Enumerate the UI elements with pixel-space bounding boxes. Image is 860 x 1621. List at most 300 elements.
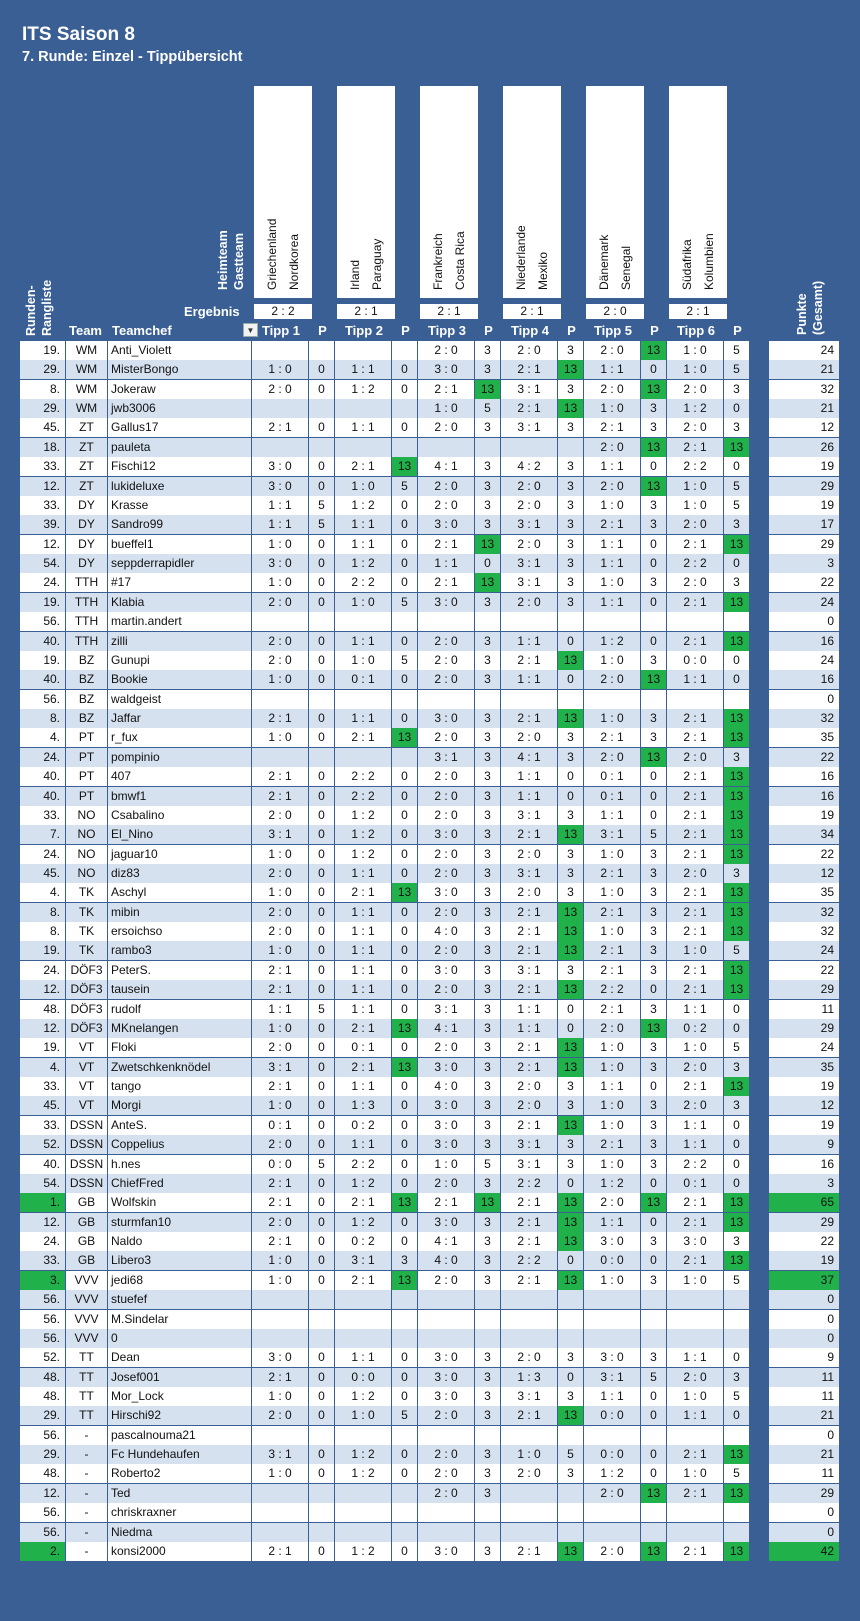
tipp-cell: 1 : 1 [501, 1000, 557, 1019]
points-column-header: P [484, 323, 493, 338]
points-cell: 3 [724, 380, 749, 399]
points-cell: 0 [392, 1387, 417, 1406]
team-cell: - [66, 1523, 107, 1542]
tipp-cell: 1 : 0 [252, 728, 308, 747]
tipp-cell: 0 : 1 [335, 670, 391, 689]
points-cell [392, 748, 417, 767]
tipp-cell: 3 : 1 [501, 1387, 557, 1406]
points-cell: 0 [392, 496, 417, 515]
points-cell: 0 [392, 535, 417, 554]
tipp-cell: 2 : 0 [501, 883, 557, 902]
points-cell: 0 [724, 1116, 749, 1135]
tipp-cell: 2 : 0 [667, 380, 723, 399]
tipp-cell: 3 : 0 [418, 593, 474, 612]
points-cell: 3 [475, 845, 500, 864]
match-box-2 [337, 86, 395, 298]
total-points-cell: 42 [769, 1542, 839, 1561]
tipp-cell [252, 690, 308, 709]
tipp-cell: 3 : 1 [501, 961, 557, 980]
tipp-cell: 1 : 2 [335, 1174, 391, 1193]
points-cell [724, 1503, 749, 1522]
points-cell [558, 1523, 583, 1542]
points-cell: 3 [475, 1038, 500, 1057]
points-cell [392, 1503, 417, 1522]
tipp-cell: 1 : 0 [584, 922, 640, 941]
tipp-cell: 2 : 0 [584, 341, 640, 360]
points-cell: 0 [392, 806, 417, 825]
points-cell: 13 [641, 380, 666, 399]
points-cell: 13 [724, 845, 749, 864]
match-result-1: 2 : 2 [254, 304, 312, 319]
team-cell: ZT [66, 477, 107, 496]
points-cell [641, 1426, 666, 1445]
teamchef-cell: Bookie [108, 670, 251, 689]
tipp-cell: 1 : 1 [584, 535, 640, 554]
tipp-cell: 2 : 0 [252, 593, 308, 612]
total-points-cell: 24 [769, 651, 839, 670]
points-cell [392, 1329, 417, 1348]
tipp-cell: 2 : 0 [418, 341, 474, 360]
total-points-cell: 11 [769, 1387, 839, 1406]
rank-cell: 52. [20, 1348, 65, 1367]
tipp-cell: 0 : 0 [584, 1445, 640, 1464]
tipp-cell: 1 : 1 [252, 515, 308, 534]
total-points-cell: 9 [769, 1135, 839, 1154]
tipp-cell [667, 1329, 723, 1348]
tipp-cell: 2 : 1 [584, 961, 640, 980]
points-cell: 0 [309, 941, 334, 960]
tipp-cell: 1 : 1 [584, 457, 640, 476]
rank-cell: 19. [20, 651, 65, 670]
tipp-cell: 1 : 0 [252, 1251, 308, 1270]
points-cell: 0 [392, 767, 417, 786]
points-cell: 3 [475, 1542, 500, 1561]
points-cell: 3 [475, 709, 500, 728]
points-cell: 3 [475, 1271, 500, 1290]
teamchef-cell: Morgi [108, 1096, 251, 1115]
tipp-column-header-4: Tipp 4 [510, 323, 550, 338]
points-cell: 0 [309, 1077, 334, 1096]
points-cell: 5 [724, 360, 749, 379]
tipp-cell: 2 : 0 [584, 477, 640, 496]
points-cell: 3 [475, 593, 500, 612]
total-points-cell: 16 [769, 787, 839, 806]
tipp-cell: 1 : 0 [584, 709, 640, 728]
rank-cell: 45. [20, 864, 65, 883]
points-cell: 0 [558, 1000, 583, 1019]
points-cell: 0 [558, 1368, 583, 1387]
away-team-name: Nordkorea [287, 233, 301, 290]
tipp-cell: 2 : 1 [501, 1542, 557, 1561]
table-row [20, 1174, 839, 1193]
points-cell: 3 [475, 1000, 500, 1019]
points-cell: 3 [641, 709, 666, 728]
rank-cell: 4. [20, 883, 65, 902]
points-cell: 0 [392, 709, 417, 728]
table-row [20, 438, 839, 457]
points-cell [392, 341, 417, 360]
runden-label: Runden- [24, 285, 38, 336]
tipp-cell: 2 : 0 [418, 864, 474, 883]
points-cell: 0 [392, 1038, 417, 1057]
points-cell: 13 [641, 748, 666, 767]
team-cell: TTH [66, 573, 107, 592]
tipp-cell: 1 : 1 [335, 632, 391, 651]
tipp-cell: 2 : 0 [418, 496, 474, 515]
table-row [20, 612, 839, 631]
tipp-cell: 1 : 3 [501, 1368, 557, 1387]
points-cell: 3 [475, 883, 500, 902]
tipp-cell: 2 : 0 [584, 670, 640, 689]
tipp-cell [252, 1290, 308, 1309]
tipp-cell: 1 : 0 [335, 651, 391, 670]
tipp-cell [418, 1503, 474, 1522]
team-cell: BZ [66, 709, 107, 728]
points-cell: 3 [558, 593, 583, 612]
points-cell: 3 [475, 477, 500, 496]
tipp-cell: 1 : 0 [667, 360, 723, 379]
total-points-cell: 35 [769, 1058, 839, 1077]
points-cell: 3 [558, 341, 583, 360]
tipp-cell: 3 : 1 [501, 515, 557, 534]
points-cell: 5 [309, 496, 334, 515]
tipp-cell: 2 : 2 [335, 767, 391, 786]
total-points-cell: 22 [769, 961, 839, 980]
points-cell [724, 612, 749, 631]
points-cell: 3 [475, 980, 500, 999]
tipp-cell: 2 : 1 [335, 1193, 391, 1212]
rank-cell: 56. [20, 612, 65, 631]
points-cell: 3 [641, 864, 666, 883]
table-row [20, 728, 839, 747]
tipp-cell: 2 : 1 [584, 1135, 640, 1154]
tipp-cell: 3 : 0 [252, 554, 308, 573]
tipp-cell: 1 : 1 [501, 670, 557, 689]
points-cell: 3 [558, 845, 583, 864]
tipp-cell: 1 : 0 [335, 1406, 391, 1425]
tipp-cell: 2 : 0 [418, 787, 474, 806]
tipp-cell: 1 : 0 [418, 399, 474, 418]
points-cell: 0 [641, 535, 666, 554]
points-cell: 13 [392, 1058, 417, 1077]
tipp-cell: 2 : 0 [418, 1484, 474, 1503]
tipp-cell: 3 : 0 [418, 515, 474, 534]
tipp-cell: 1 : 0 [584, 1096, 640, 1115]
away-team-name: Paraguay [370, 238, 384, 290]
points-cell: 5 [641, 825, 666, 844]
tipp-cell: 1 : 0 [667, 941, 723, 960]
points-cell: 13 [724, 787, 749, 806]
rank-cell: 19. [20, 593, 65, 612]
points-cell: 0 [309, 787, 334, 806]
team-cell: - [66, 1542, 107, 1561]
points-cell: 0 [309, 632, 334, 651]
tipp-cell: 2 : 0 [252, 1038, 308, 1057]
rank-cell: 33. [20, 1077, 65, 1096]
tipp-cell: 2 : 1 [667, 1542, 723, 1561]
table-row [20, 806, 839, 825]
tipp-cell [335, 1290, 391, 1309]
tipp-cell: 2 : 1 [667, 438, 723, 457]
points-cell: 3 [641, 651, 666, 670]
total-points-cell: 11 [769, 1464, 839, 1483]
rank-cell: 1. [20, 1193, 65, 1212]
tipp-cell: 1 : 0 [252, 573, 308, 592]
team-cell: VVV [66, 1271, 107, 1290]
total-points-cell: 32 [769, 709, 839, 728]
team-cell: VVV [66, 1310, 107, 1329]
tipp-cell [667, 1503, 723, 1522]
tipp-cell: 3 : 1 [501, 1155, 557, 1174]
away-team-name: Mexiko [536, 251, 550, 290]
tipp-cell: 1 : 1 [501, 632, 557, 651]
points-cell [558, 1503, 583, 1522]
points-cell: 13 [724, 709, 749, 728]
home-team-name: Südafrika [680, 239, 694, 290]
points-cell: 0 [309, 864, 334, 883]
total-points-cell: 0 [769, 1503, 839, 1522]
points-cell: 5 [392, 651, 417, 670]
table-row [20, 787, 839, 806]
points-cell: 5 [724, 341, 749, 360]
tipp-cell: 2 : 0 [501, 1348, 557, 1367]
teamchef-cell: Roberto2 [108, 1464, 251, 1483]
home-team-name: Frankreich [431, 233, 445, 290]
tipp-cell: 2 : 1 [501, 825, 557, 844]
points-cell: 0 [558, 670, 583, 689]
total-points-cell: 37 [769, 1271, 839, 1290]
points-cell: 3 [641, 903, 666, 922]
tipp-cell: 2 : 1 [252, 1077, 308, 1096]
tipp-cell: 2 : 0 [584, 380, 640, 399]
tipp-cell: 1 : 0 [584, 845, 640, 864]
points-cell: 3 [641, 728, 666, 747]
tipp-cell: 2 : 1 [667, 961, 723, 980]
team-cell: TK [66, 903, 107, 922]
team-cell: WM [66, 399, 107, 418]
tipp-cell: 1 : 0 [501, 1445, 557, 1464]
gesamt-label: (Gesamt) [811, 280, 825, 335]
points-cell: 0 [309, 380, 334, 399]
tipp-cell: 3 : 0 [252, 1348, 308, 1367]
tipp-cell: 2 : 0 [667, 573, 723, 592]
tipp-cell: 2 : 0 [418, 1271, 474, 1290]
table-row [20, 1193, 839, 1212]
rank-cell: 29. [20, 1445, 65, 1464]
rank-cell: 24. [20, 961, 65, 980]
rank-cell: 24. [20, 845, 65, 864]
table-row [20, 554, 839, 573]
tipp-cell: 1 : 1 [501, 767, 557, 786]
tipp-cell: 3 : 1 [418, 748, 474, 767]
points-cell: 13 [392, 1193, 417, 1212]
teamchef-cell: bueffel1 [108, 535, 251, 554]
points-cell: 3 [641, 1232, 666, 1251]
points-cell: 0 [724, 1174, 749, 1193]
tipp-cell: 2 : 0 [418, 845, 474, 864]
tipp-cell [335, 1310, 391, 1329]
table-row [20, 1213, 839, 1232]
team-cell: ZT [66, 418, 107, 437]
tipp-cell: 2 : 0 [418, 1038, 474, 1057]
table-row [20, 573, 839, 592]
points-cell: 13 [641, 1193, 666, 1212]
tipp-cell [252, 748, 308, 767]
points-cell: 13 [724, 1542, 749, 1561]
tipp-cell [584, 1503, 640, 1522]
table-row [20, 883, 839, 902]
points-cell: 3 [475, 961, 500, 980]
heimteam-label: Heimteam [216, 230, 230, 290]
total-points-cell: 16 [769, 1155, 839, 1174]
teamchef-cell: PeterS. [108, 961, 251, 980]
table-row [20, 690, 839, 709]
tipp-cell: 1 : 1 [335, 980, 391, 999]
tipp-cell: 1 : 1 [501, 787, 557, 806]
points-cell: 5 [392, 593, 417, 612]
tipp-cell: 1 : 0 [584, 1155, 640, 1174]
teamchef-cell: MisterBongo [108, 360, 251, 379]
points-cell: 0 [392, 825, 417, 844]
teamchef-cell: chriskraxner [108, 1503, 251, 1522]
tipp-cell: 2 : 0 [418, 477, 474, 496]
points-column-header: P [401, 323, 410, 338]
points-cell: 0 [392, 670, 417, 689]
points-cell: 13 [724, 961, 749, 980]
tipp-cell: 2 : 1 [667, 767, 723, 786]
points-cell: 13 [724, 1445, 749, 1464]
points-cell: 0 [392, 1000, 417, 1019]
points-cell: 13 [475, 380, 500, 399]
points-cell [475, 1329, 500, 1348]
points-cell: 0 [724, 1406, 749, 1425]
points-cell [309, 1523, 334, 1542]
table-row [20, 1077, 839, 1096]
points-cell: 0 [309, 1464, 334, 1483]
team-cell: PT [66, 748, 107, 767]
tipp-cell: 2 : 1 [252, 1174, 308, 1193]
points-cell: 0 [392, 573, 417, 592]
match-result-2: 2 : 1 [337, 304, 395, 319]
points-cell: 0 [309, 573, 334, 592]
tipp-cell: 2 : 0 [252, 903, 308, 922]
points-cell: 0 [641, 980, 666, 999]
table-row [20, 941, 839, 960]
points-cell: 3 [475, 341, 500, 360]
tipp-cell: 2 : 0 [252, 1135, 308, 1154]
points-cell: 13 [724, 825, 749, 844]
points-cell: 13 [724, 806, 749, 825]
points-cell: 0 [309, 457, 334, 476]
team-cell: NO [66, 825, 107, 844]
points-cell: 13 [558, 1193, 583, 1212]
teamchef-cell: Anti_Violett [108, 341, 251, 360]
points-cell: 0 [392, 1155, 417, 1174]
table-row [20, 845, 839, 864]
points-cell: 3 [641, 399, 666, 418]
points-cell [392, 399, 417, 418]
total-points-cell: 19 [769, 1077, 839, 1096]
total-points-cell: 34 [769, 825, 839, 844]
points-cell [475, 1310, 500, 1329]
tipp-cell: 1 : 1 [335, 1000, 391, 1019]
tipp-cell: 1 : 2 [335, 825, 391, 844]
points-cell: 3 [641, 1348, 666, 1367]
points-cell: 13 [724, 922, 749, 941]
tipp-cell: 2 : 1 [667, 1077, 723, 1096]
total-points-cell: 12 [769, 864, 839, 883]
points-cell: 3 [641, 1155, 666, 1174]
tipp-cell [335, 1329, 391, 1348]
tipp-cell: 3 : 0 [584, 1232, 640, 1251]
tipp-cell: 3 : 0 [418, 1058, 474, 1077]
tipp-cell [252, 1523, 308, 1542]
points-cell: 3 [641, 883, 666, 902]
rank-cell: 56. [20, 1426, 65, 1445]
home-team-name: Griechenland [265, 218, 279, 290]
points-cell: 13 [724, 438, 749, 457]
team-cell: NO [66, 806, 107, 825]
points-cell: 3 [641, 941, 666, 960]
table-row [20, 457, 839, 476]
points-cell: 3 [475, 864, 500, 883]
rank-cell: 33. [20, 457, 65, 476]
points-cell: 3 [475, 1232, 500, 1251]
tipp-cell: 2 : 1 [501, 903, 557, 922]
table-row [20, 1348, 839, 1367]
total-points-cell: 0 [769, 690, 839, 709]
total-points-cell: 11 [769, 1000, 839, 1019]
tipp-cell: 0 : 0 [252, 1155, 308, 1174]
table-row [20, 922, 839, 941]
points-cell: 0 [558, 1174, 583, 1193]
tipp-cell: 3 : 0 [418, 360, 474, 379]
tipp-cell [335, 341, 391, 360]
tipp-cell: 2 : 1 [584, 864, 640, 883]
tipp-cell: 1 : 2 [335, 806, 391, 825]
table-row [20, 825, 839, 844]
points-cell: 0 [641, 767, 666, 786]
points-cell: 13 [724, 535, 749, 554]
match-result-3: 2 : 1 [420, 304, 478, 319]
points-cell: 0 [392, 1096, 417, 1115]
dropdown-filter-icon[interactable]: ▼ [243, 323, 258, 337]
match-result-4: 2 : 1 [503, 304, 561, 319]
tipp-cell: 2 : 0 [501, 535, 557, 554]
points-cell: 3 [641, 845, 666, 864]
tipp-cell [252, 1503, 308, 1522]
tipp-cell: 1 : 2 [335, 1387, 391, 1406]
tipp-cell: 3 : 0 [418, 1387, 474, 1406]
match-result-6: 2 : 1 [669, 304, 727, 319]
points-cell: 0 [392, 922, 417, 941]
tipp-cell: 2 : 2 [667, 457, 723, 476]
teamchef-cell: Jaffar [108, 709, 251, 728]
points-cell: 3 [558, 1096, 583, 1115]
tipp-cell: 2 : 1 [501, 360, 557, 379]
tipp-cell: 2 : 0 [252, 380, 308, 399]
tipp-cell: 1 : 0 [252, 1019, 308, 1038]
tipp-cell: 2 : 1 [501, 1213, 557, 1232]
points-cell: 0 [392, 1077, 417, 1096]
teamchef-cell: seppderrapidler [108, 554, 251, 573]
total-points-cell: 22 [769, 845, 839, 864]
tipp-cell: 1 : 0 [667, 477, 723, 496]
tipp-cell: 2 : 1 [252, 767, 308, 786]
points-cell: 13 [392, 728, 417, 747]
points-cell: 3 [475, 825, 500, 844]
tipp-cell: 1 : 2 [335, 1213, 391, 1232]
